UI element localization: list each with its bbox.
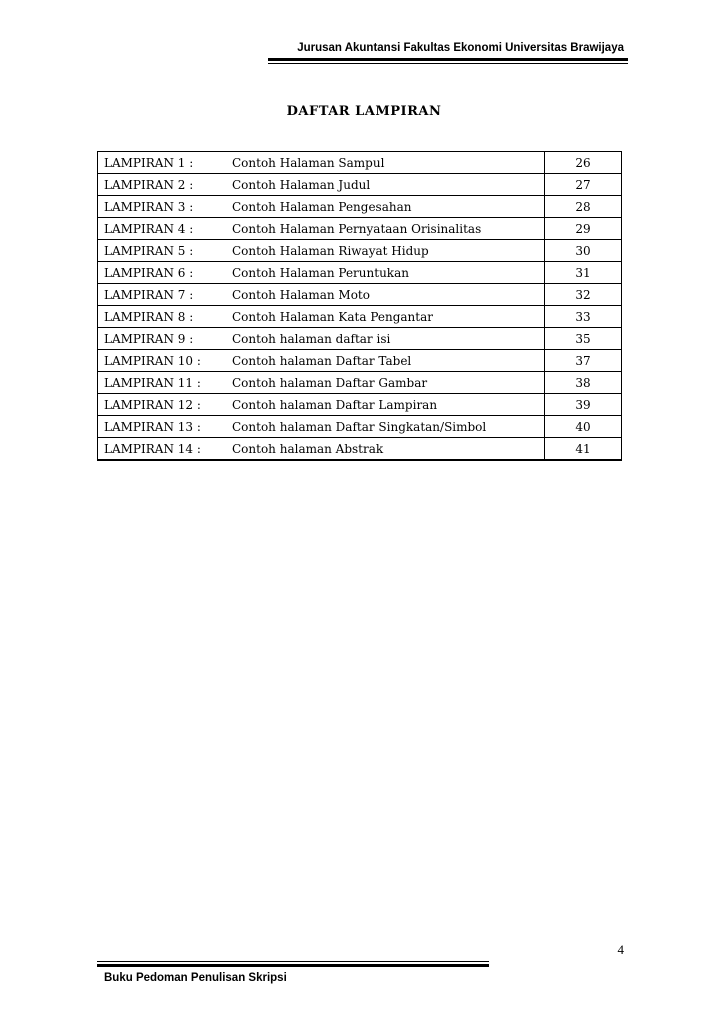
appendix-page: 40 bbox=[545, 416, 622, 438]
appendix-code: LAMPIRAN 5 : bbox=[98, 240, 227, 262]
appendix-code: LAMPIRAN 13 : bbox=[98, 416, 227, 438]
table-row bbox=[98, 328, 622, 350]
appendix-page: 33 bbox=[545, 306, 622, 328]
appendix-page: 29 bbox=[545, 218, 622, 240]
table-row bbox=[98, 240, 622, 262]
appendix-title: Contoh Halaman Pernyataan Orisinalitas bbox=[226, 218, 545, 240]
table-row bbox=[98, 196, 622, 218]
appendix-table-body bbox=[98, 152, 622, 461]
table-row bbox=[98, 174, 622, 196]
appendix-page: 27 bbox=[545, 174, 622, 196]
appendix-title: Contoh Halaman Pengesahan bbox=[226, 196, 545, 218]
appendix-title: Contoh Halaman Judul bbox=[226, 174, 545, 196]
header-rule-thin bbox=[268, 63, 628, 64]
table-row bbox=[98, 350, 622, 372]
running-footer: Buku Pedoman Penulisan Skripsi bbox=[104, 972, 287, 984]
appendix-title: Contoh halaman Daftar Tabel bbox=[226, 350, 545, 372]
table-row bbox=[98, 306, 622, 328]
table-row bbox=[98, 372, 622, 394]
appendix-code: LAMPIRAN 7 : bbox=[98, 284, 227, 306]
appendix-page: 39 bbox=[545, 394, 622, 416]
page-number: 4 bbox=[617, 942, 624, 957]
appendix-code: LAMPIRAN 10 : bbox=[98, 350, 227, 372]
table-row bbox=[98, 438, 622, 461]
table-row bbox=[98, 284, 622, 306]
appendix-title: Contoh Halaman Riwayat Hidup bbox=[226, 240, 545, 262]
appendix-code: LAMPIRAN 11 : bbox=[98, 372, 227, 394]
table-row bbox=[98, 152, 622, 174]
appendix-code: LAMPIRAN 9 : bbox=[98, 328, 227, 350]
table-row bbox=[98, 394, 622, 416]
appendix-code: LAMPIRAN 6 : bbox=[98, 262, 227, 284]
appendix-page: 32 bbox=[545, 284, 622, 306]
appendix-code: LAMPIRAN 2 : bbox=[98, 174, 227, 196]
footer-rule-thick bbox=[97, 964, 489, 967]
appendix-page: 26 bbox=[545, 152, 622, 174]
appendix-code: LAMPIRAN 1 : bbox=[98, 152, 227, 174]
appendix-title: Contoh halaman Daftar Gambar bbox=[226, 372, 545, 394]
appendix-page: 37 bbox=[545, 350, 622, 372]
footer-rule-thin bbox=[97, 961, 489, 962]
header-rule-thick bbox=[268, 58, 628, 61]
page-title: DAFTAR LAMPIRAN bbox=[286, 104, 442, 119]
footer-rule bbox=[97, 961, 489, 968]
appendix-code: LAMPIRAN 4 : bbox=[98, 218, 227, 240]
appendix-title: Contoh halaman Daftar Singkatan/Simbol bbox=[226, 416, 545, 438]
table-row bbox=[98, 218, 622, 240]
appendix-table bbox=[97, 151, 622, 461]
appendix-code: LAMPIRAN 3 : bbox=[98, 196, 227, 218]
appendix-code: LAMPIRAN 14 : bbox=[98, 438, 227, 461]
appendix-title: Contoh Halaman Sampul bbox=[226, 152, 545, 174]
appendix-title: Contoh halaman daftar isi bbox=[226, 328, 545, 350]
appendix-title: Contoh halaman Abstrak bbox=[226, 438, 545, 461]
appendix-page: 28 bbox=[545, 196, 622, 218]
appendix-code: LAMPIRAN 8 : bbox=[98, 306, 227, 328]
appendix-code: LAMPIRAN 12 : bbox=[98, 394, 227, 416]
running-header: Jurusan Akuntansi Fakultas Ekonomi Universitas Brawijaya bbox=[297, 42, 624, 54]
appendix-title: Contoh Halaman Peruntukan bbox=[226, 262, 545, 284]
appendix-page: 41 bbox=[545, 438, 622, 461]
appendix-page: 30 bbox=[545, 240, 622, 262]
table-row bbox=[98, 416, 622, 438]
header-rule bbox=[268, 58, 628, 65]
table-row bbox=[98, 262, 622, 284]
appendix-page: 31 bbox=[545, 262, 622, 284]
appendix-title: Contoh Halaman Moto bbox=[226, 284, 545, 306]
appendix-page: 35 bbox=[545, 328, 622, 350]
appendix-title: Contoh Halaman Kata Pengantar bbox=[226, 306, 545, 328]
appendix-title: Contoh halaman Daftar Lampiran bbox=[226, 394, 545, 416]
appendix-page: 38 bbox=[545, 372, 622, 394]
